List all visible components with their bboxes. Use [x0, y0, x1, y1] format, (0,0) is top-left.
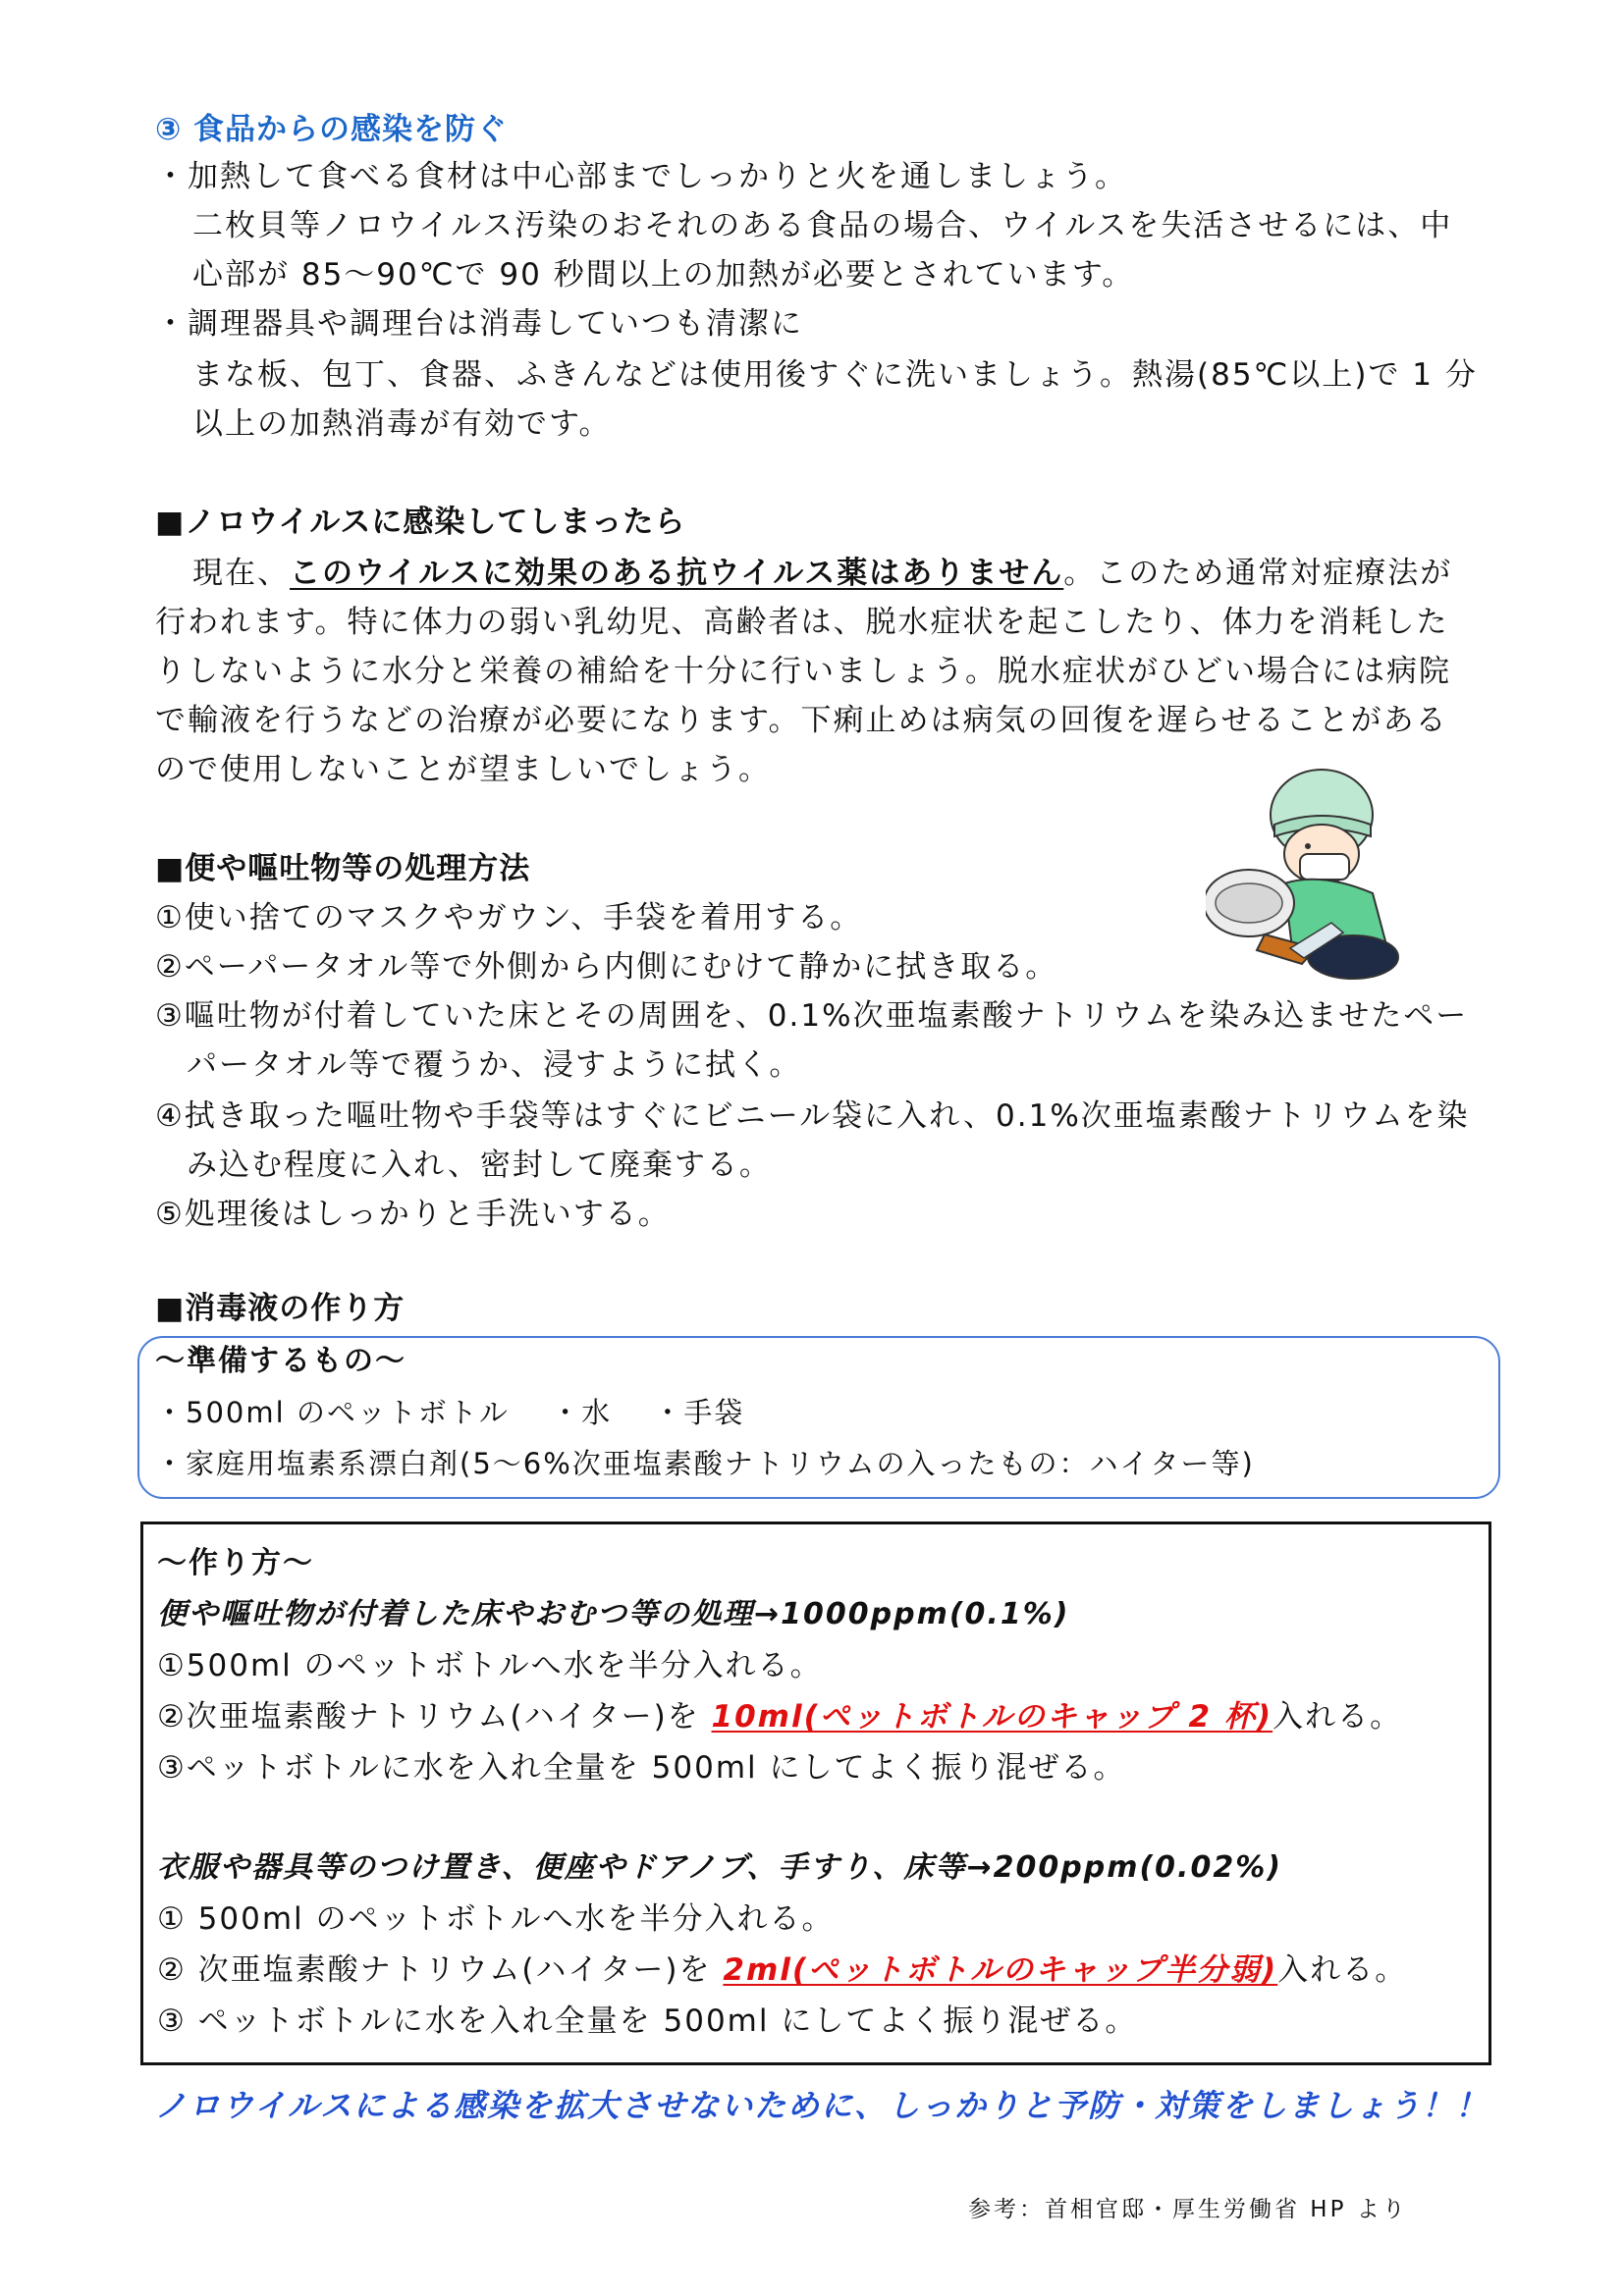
- disposal-step: ③嘔吐物が付着していた床とその周囲を、0.1%次亜塩素酸ナトリウムを染み込ませたペー: [155, 998, 1469, 1034]
- prep-title: ～準備するもの～: [155, 1344, 406, 1378]
- food-line: ・加熱して食べる食材は中心部までしっかりと火を通しましょう。: [155, 159, 1127, 194]
- method-box: [140, 1522, 1491, 2065]
- no-antiviral-emphasis: このウイルスに効果のある抗ウイルス薬はありません: [290, 556, 1064, 591]
- method-step-dose: [157, 1950, 1407, 1990]
- reference-note: 参考：首相官邸・厚生労働省 HP より: [968, 2197, 1408, 2222]
- method-step: ①500ml のペットボトルへ水を半分入れる。: [157, 1648, 823, 1683]
- infected-line: 行われます。特に体力の弱い乳幼児、高齢者は、脱水症状を起こしたり、体力を消耗した: [155, 605, 1449, 640]
- food-line: ・調理器具や調理台は消毒していつも清潔に: [155, 306, 803, 342]
- infected-text: 現在、: [192, 556, 290, 591]
- infected-line: で輸液を行うなどの治療が必要になります。下痢止めは病気の回復を遅らせることがある: [155, 703, 1448, 738]
- food-line: 心部が 85～90℃で 90 秒間以上の加熱が必要とされています。: [192, 257, 1135, 293]
- food-section: [155, 110, 1520, 444]
- dose-2ml-emphasis: 2ml(ペットボトルのキャップ半分弱): [723, 1952, 1278, 1988]
- disposal-step: ④拭き取った嘔吐物や手袋等はすぐにビニール袋に入れ、0.1%次亜塩素酸ナトリウムを染: [155, 1098, 1470, 1134]
- method-text: 入れる。: [1277, 1952, 1408, 1988]
- infected-section: [155, 503, 1520, 797]
- dose-10ml-emphasis: 10ml(ペットボトルのキャップ 2 杯): [711, 1699, 1273, 1735]
- infected-heading: ■ノロウイルスに感染してしまったら: [155, 505, 686, 540]
- food-line: 以上の加熱消毒が有効です。: [192, 406, 612, 442]
- method-text: ②次亜塩素酸ナトリウム(ハイター)を: [157, 1699, 712, 1735]
- method-step: ③ ペットボトルに水を入れ全量を 500ml にしてよく振り混ぜる。: [157, 2003, 1138, 2039]
- method-text: ② 次亜塩素酸ナトリウム(ハイター)を: [157, 1952, 724, 1988]
- method-step: ③ペットボトルに水を入れ全量を 500ml にしてよく振り混ぜる。: [157, 1750, 1126, 1786]
- infected-text: 。このため通常対症療法が: [1063, 556, 1453, 591]
- infected-line: ので使用しないことが望ましいでしょう。: [155, 752, 771, 787]
- method-title: ～作り方～: [157, 1546, 314, 1580]
- disposal-step: ①使い捨てのマスクやガウン、手袋を着用する。: [155, 900, 863, 935]
- method-step-dose: [157, 1697, 1402, 1736]
- infected-line-first: [192, 554, 1452, 593]
- prep-item: ・家庭用塩素系漂白剤(5～6%次亜塩素酸ナトリウムの入ったもの：ハイター等): [155, 1447, 1255, 1480]
- food-line: まな板、包丁、食器、ふきんなどは使用後すぐに洗いましょう。熱湯(85℃以上)で 1 分: [192, 357, 1478, 393]
- disposal-step: パータオル等で覆うか、浸すように拭く。: [187, 1047, 802, 1083]
- infected-line: りしないように水分と栄養の補給を十分に行いましょう。脱水症状がひどい場合には病院: [155, 654, 1451, 689]
- method-step: ① 500ml のペットボトルへ水を半分入れる。: [157, 1901, 835, 1937]
- disposal-step: み込む程度に入れ、密封して廃棄する。: [187, 1148, 772, 1183]
- food-line: 二枚貝等ノロウイルス汚染のおそれのある食品の場合、ウイルスを失活させるには、中: [192, 208, 1453, 243]
- closing-message: ノロウイルスによる感染を拡大させないために、しっかりと予防・対策をしましょう！！: [155, 2087, 1489, 2124]
- food-heading: ③ 食品からの感染を防ぐ: [155, 112, 509, 147]
- method-200ppm-heading: 衣服や器具等のつけ置き、便座やドアノブ、手すり、床等→200ppm(0.02%): [157, 1850, 1282, 1885]
- disposal-step: ②ペーパータオル等で外側から内側にむけて静かに拭き取る。: [155, 949, 1058, 985]
- method-1000ppm-heading: 便や嘔吐物が付着した床やおむつ等の処理→1000ppm(0.1%): [157, 1597, 1070, 1631]
- disposal-section: [155, 849, 1520, 1242]
- disposal-step: ⑤処理後はしっかりと手洗いする。: [155, 1197, 671, 1232]
- method-text: 入れる。: [1272, 1699, 1403, 1735]
- solution-heading: ■消毒液の作り方: [155, 1291, 406, 1326]
- solution-section: [155, 1289, 1520, 1328]
- disposal-heading: ■便や嘔吐物等の処理方法: [155, 851, 531, 886]
- prep-item: ・500ml のペットボトル ・水 ・手袋: [155, 1396, 745, 1429]
- preparation-box: [137, 1336, 1500, 1499]
